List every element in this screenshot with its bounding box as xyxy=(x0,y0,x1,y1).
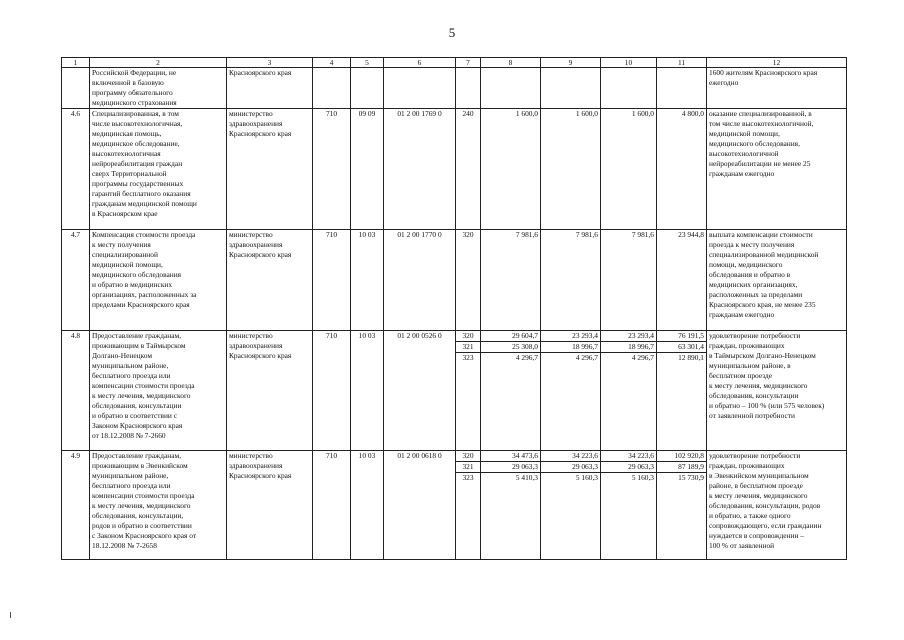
amount-year-1 xyxy=(481,68,541,109)
grbs-code xyxy=(313,68,351,109)
amount-year-2: 34 223,6 xyxy=(541,451,601,462)
target-article: 01 2 00 0526 0 xyxy=(384,331,456,451)
col-header-4: 4 xyxy=(313,58,351,68)
amount-year-3: 7 981,6 xyxy=(601,230,657,331)
amount-total: 4 800,0 xyxy=(657,109,707,230)
section-code: 10 03 xyxy=(351,331,384,451)
amount-year-2: 29 063,3 xyxy=(541,462,601,473)
amount-year-2: 5 160,3 xyxy=(541,473,601,560)
budget-manager: министерство здравоохранения Красноярского края xyxy=(227,331,313,451)
amount-total: 15 730,9 xyxy=(657,473,707,560)
amount-total: 63 301,4 xyxy=(657,342,707,353)
amount-year-1: 4 296,7 xyxy=(481,353,541,451)
amount-year-2: 1 600,0 xyxy=(541,109,601,230)
amount-year-1: 7 981,6 xyxy=(481,230,541,331)
table-row xyxy=(62,68,847,109)
budget-manager: министерство здравоохранения Красноярского края xyxy=(227,230,313,331)
table-row xyxy=(62,109,847,230)
row-number xyxy=(62,68,90,109)
amount-year-3: 34 223,6 xyxy=(601,451,657,462)
margin-mark xyxy=(10,612,11,618)
amount-total: 23 944,8 xyxy=(657,230,707,331)
table-row xyxy=(62,451,847,462)
amount-total: 12 890,1 xyxy=(657,353,707,451)
amount-year-1: 5 410,3 xyxy=(481,473,541,560)
amount-year-1: 1 600,0 xyxy=(481,109,541,230)
section-code: 09 09 xyxy=(351,109,384,230)
amount-year-3: 4 296,7 xyxy=(601,353,657,451)
amount-year-2: 18 996,7 xyxy=(541,342,601,353)
amount-year-3: 5 160,3 xyxy=(601,473,657,560)
col-header-11: 11 xyxy=(657,58,707,68)
amount-year-2: 23 293,4 xyxy=(541,331,601,342)
col-header-5: 5 xyxy=(351,58,384,68)
amount-total: 76 191,5 xyxy=(657,331,707,342)
section-code xyxy=(351,68,384,109)
budget-manager: министерство здравоохранения Красноярского края xyxy=(227,109,313,230)
amount-year-1: 34 473,6 xyxy=(481,451,541,462)
section-code: 10 03 xyxy=(351,230,384,331)
row-number: 4.7 xyxy=(62,230,90,331)
expense-type xyxy=(456,68,481,109)
table-row xyxy=(62,331,847,342)
page-number: 5 xyxy=(448,25,456,40)
col-header-6: 6 xyxy=(384,58,456,68)
measure-name: Компенсация стоимости проезда к месту получения специализированной медицинской помощи, медицинского обследования и обратно в медицинских организациях, расположенных за пределами Красноярского края xyxy=(90,230,227,331)
grbs-code: 710 xyxy=(313,331,351,451)
program-measures-table xyxy=(61,57,847,560)
row-number: 4.8 xyxy=(62,331,90,451)
amount-year-1: 25 308,0 xyxy=(481,342,541,353)
measure-name: Специализированная, в том числе высокотехнологичная, медицинская помощь, медицинское обследование, высокотехнологичная нейрореабилитация граждан сверх Территориальной программы государственных гарантий бесплатного оказания гражданам медицинской помощи в Красноярском крае xyxy=(90,109,227,230)
amount-year-2: 7 981,6 xyxy=(541,230,601,331)
grbs-code: 710 xyxy=(313,451,351,560)
measure-name: Предоставление гражданам, проживающим в Таймырском Долгано-Ненецком муниципальном районе, бесплатного проезда или компенсации стоимости проезда к месту лечения, медицинского обследования, консультации и обратно в соответствии с Законом Красноярского края от 18.12.2008 № 7-2660 xyxy=(90,331,227,451)
expense-type: 320 xyxy=(456,331,481,342)
target-article: 01 2 00 1769 0 xyxy=(384,109,456,230)
amount-year-2 xyxy=(541,68,601,109)
amount-year-3 xyxy=(601,68,657,109)
measure-name: Предоставление гражданам, проживающим в Эвенкийском муниципальном районе, бесплатного проезда или компенсации стоимости проезда к месту лечения, медицинского обследования, консультации, родов и обратно в соответствии с Законом Красноярского края от 18.12.2008 № 7-2658 xyxy=(90,451,227,560)
budget-manager: Красноярского края xyxy=(227,68,313,109)
target-article: 01 2 00 0618 0 xyxy=(384,451,456,560)
col-header-9: 9 xyxy=(541,58,601,68)
expense-type: 321 xyxy=(456,342,481,353)
col-header-7: 7 xyxy=(456,58,481,68)
amount-year-3: 29 063,3 xyxy=(601,462,657,473)
budget-manager: министерство здравоохранения Красноярского края xyxy=(227,451,313,560)
expense-type: 321 xyxy=(456,462,481,473)
expense-type: 323 xyxy=(456,473,481,560)
amount-total: 87 189,9 xyxy=(657,462,707,473)
expense-type: 323 xyxy=(456,353,481,451)
col-header-1: 1 xyxy=(62,58,90,68)
col-header-10: 10 xyxy=(601,58,657,68)
amount-year-3: 23 293,4 xyxy=(601,331,657,342)
section-code: 10 03 xyxy=(351,451,384,560)
amount-year-2: 4 296,7 xyxy=(541,353,601,451)
amount-total xyxy=(657,68,707,109)
expense-type: 320 xyxy=(456,230,481,331)
grbs-code: 710 xyxy=(313,109,351,230)
grbs-code: 710 xyxy=(313,230,351,331)
expected-result: оказание специализированной, в том числе высокотехнологичной, медицинской помощи, медицинского обследования, высокотехнологичной нейрореабилитации не менее 25 гражданам ежегодно xyxy=(707,109,847,230)
expense-type: 240 xyxy=(456,109,481,230)
column-number-row xyxy=(62,58,847,68)
target-article: 01 2 00 1770 0 xyxy=(384,230,456,331)
amount-year-1: 29 604,7 xyxy=(481,331,541,342)
amount-year-1: 29 063,3 xyxy=(481,462,541,473)
col-header-8: 8 xyxy=(481,58,541,68)
amount-total: 102 920,8 xyxy=(657,451,707,462)
expense-type: 320 xyxy=(456,451,481,462)
expected-result: удовлетворение потребности граждан, проживающих в Эвенкийском муниципальном районе, в бесплатном проезде к месту лечения, медицинского обследования, консультации, родов и обратно, а также одного сопровождающего, если гражданин нуждается в сопровождении – 100 % от заявленной xyxy=(707,451,847,560)
expected-result: 1600 жителям Красноярского края ежегодно xyxy=(707,68,847,109)
row-number: 4.9 xyxy=(62,451,90,560)
expected-result: удовлетворение потребности граждан, проживающих в Таймырском Долгано-Ненецком муниципальном районе, в бесплатном проезде к месту лечения, медицинского обследования, консультации и обратно – 100 % (или 575 человек) от заявленной потребности xyxy=(707,331,847,451)
amount-year-3: 18 996,7 xyxy=(601,342,657,353)
col-header-2: 2 xyxy=(90,58,227,68)
measure-name: Российской Федерации, не включенной в базовую программу обязательного медицинского страхования xyxy=(90,68,227,109)
amount-year-3: 1 600,0 xyxy=(601,109,657,230)
target-article xyxy=(384,68,456,109)
col-header-3: 3 xyxy=(227,58,313,68)
table-row xyxy=(62,230,847,331)
row-number: 4.6 xyxy=(62,109,90,230)
expected-result: выплата компенсации стоимости проезда к месту получения специализированной медицинской помощи, медицинского обследования и обратно в медицинских организациях, расположенных за пределами Красноярского края, не менее 235 гражданам ежегодно xyxy=(707,230,847,331)
col-header-12: 12 xyxy=(707,58,847,68)
